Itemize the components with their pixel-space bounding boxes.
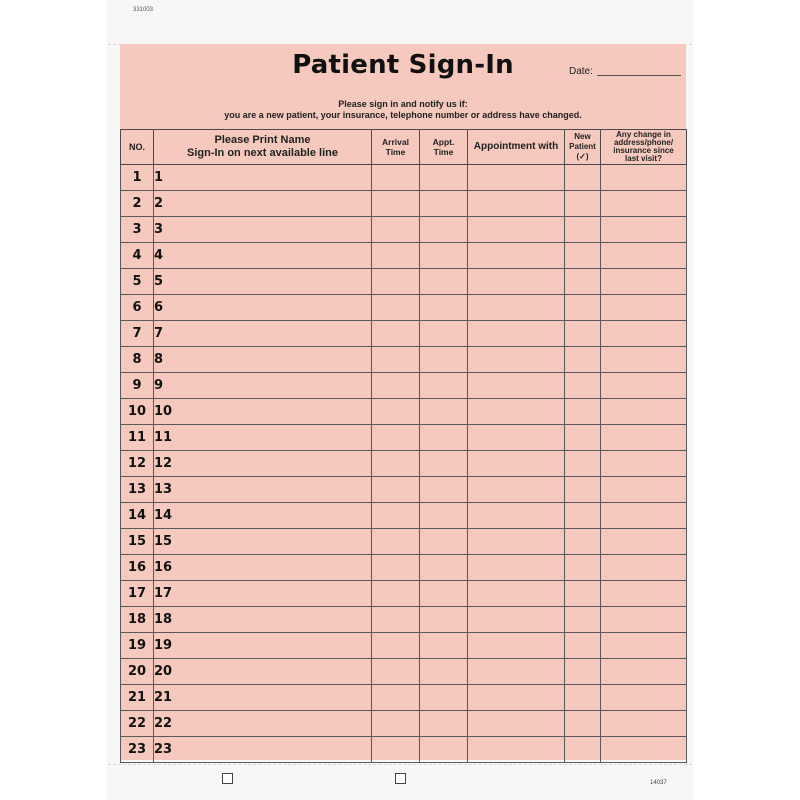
- new-patient-cell[interactable]: [565, 373, 601, 399]
- table-row: [121, 191, 687, 217]
- arrival-time-cell[interactable]: [372, 477, 420, 503]
- new-patient-cell[interactable]: [565, 347, 601, 373]
- name-cell[interactable]: 14: [154, 503, 372, 529]
- any-change-cell[interactable]: [601, 451, 687, 477]
- arrival-time-cell[interactable]: [372, 451, 420, 477]
- name-cell[interactable]: 16: [154, 555, 372, 581]
- row-number: 21: [121, 685, 154, 711]
- table-row: [121, 659, 687, 685]
- appt-time-cell[interactable]: [420, 737, 468, 763]
- date-field[interactable]: [597, 75, 681, 76]
- header-arrival-time: [372, 130, 420, 165]
- any-change-cell[interactable]: [601, 529, 687, 555]
- appt-time-cell[interactable]: [420, 399, 468, 425]
- appt-time-cell[interactable]: [420, 373, 468, 399]
- date-label: Date:: [569, 66, 593, 77]
- appt-time-cell[interactable]: [420, 581, 468, 607]
- appt-time-cell[interactable]: [420, 321, 468, 347]
- table-row: [121, 711, 687, 737]
- table-row: [121, 399, 687, 425]
- name-cell[interactable]: 4: [154, 243, 372, 269]
- new-patient-cell[interactable]: [565, 399, 601, 425]
- instructions-line-1: Please sign in and notify us if:: [338, 99, 468, 109]
- new-patient-cell[interactable]: [565, 555, 601, 581]
- new-patient-cell[interactable]: [565, 659, 601, 685]
- arrival-time-cell[interactable]: [372, 529, 420, 555]
- any-change-cell[interactable]: [601, 321, 687, 347]
- table-row: [121, 217, 687, 243]
- instructions-line-2: you are a new patient, your insurance, telephone number or address have changed.: [224, 110, 582, 120]
- row-number: 3: [121, 217, 154, 243]
- name-cell[interactable]: 23: [154, 737, 372, 763]
- appointment-with-cell[interactable]: [468, 451, 565, 477]
- arrival-time-cell[interactable]: [372, 191, 420, 217]
- table-row: [121, 529, 687, 555]
- row-number: 14: [121, 503, 154, 529]
- appt-time-cell[interactable]: [420, 165, 468, 191]
- table-row: [121, 555, 687, 581]
- table-row: [121, 633, 687, 659]
- new-patient-cell[interactable]: [565, 737, 601, 763]
- appt-time-cell[interactable]: [420, 243, 468, 269]
- header-appt-line-1: Appt.: [432, 137, 455, 147]
- arrival-time-cell[interactable]: [372, 633, 420, 659]
- new-patient-cell[interactable]: [565, 477, 601, 503]
- table-row: [121, 269, 687, 295]
- any-change-cell[interactable]: [601, 659, 687, 685]
- any-change-cell[interactable]: [601, 555, 687, 581]
- appointment-with-cell[interactable]: [468, 659, 565, 685]
- table-row: [121, 295, 687, 321]
- name-cell[interactable]: 6: [154, 295, 372, 321]
- arrival-time-cell[interactable]: [372, 659, 420, 685]
- any-change-cell[interactable]: [601, 607, 687, 633]
- row-number: 2: [121, 191, 154, 217]
- sheet-code: 331003: [133, 7, 154, 13]
- appointment-with-cell[interactable]: [468, 503, 565, 529]
- appt-time-cell[interactable]: [420, 711, 468, 737]
- name-cell[interactable]: 10: [154, 399, 372, 425]
- table-row: [121, 581, 687, 607]
- table-row: [121, 425, 687, 451]
- appointment-with-cell[interactable]: [468, 711, 565, 737]
- name-cell[interactable]: 9: [154, 373, 372, 399]
- table-row: [121, 373, 687, 399]
- arrival-time-cell[interactable]: [372, 243, 420, 269]
- new-patient-cell[interactable]: [565, 165, 601, 191]
- sign-in-form: [120, 44, 686, 760]
- any-change-cell[interactable]: [601, 633, 687, 659]
- footer-code: 14037: [650, 780, 667, 786]
- sign-in-table: [120, 129, 687, 763]
- arrival-time-cell[interactable]: [372, 399, 420, 425]
- name-cell[interactable]: 5: [154, 269, 372, 295]
- name-cell[interactable]: 11: [154, 425, 372, 451]
- name-cell[interactable]: 20: [154, 659, 372, 685]
- appointment-with-cell[interactable]: [468, 633, 565, 659]
- any-change-cell[interactable]: [601, 477, 687, 503]
- header-appt-line-2: Time: [433, 147, 454, 157]
- header-no: NO.: [121, 130, 154, 165]
- header-change-line-4: last visit?: [625, 154, 662, 163]
- new-patient-cell[interactable]: [565, 295, 601, 321]
- arrival-time-cell[interactable]: [372, 607, 420, 633]
- any-change-cell[interactable]: [601, 217, 687, 243]
- row-number: 18: [121, 607, 154, 633]
- appt-time-cell[interactable]: [420, 555, 468, 581]
- row-number: 8: [121, 347, 154, 373]
- any-change-cell[interactable]: [601, 685, 687, 711]
- name-cell[interactable]: 19: [154, 633, 372, 659]
- any-change-cell[interactable]: [601, 347, 687, 373]
- name-cell[interactable]: 3: [154, 217, 372, 243]
- name-cell[interactable]: 12: [154, 451, 372, 477]
- appointment-with-cell[interactable]: [468, 399, 565, 425]
- appointment-with-cell[interactable]: [468, 243, 565, 269]
- any-change-cell[interactable]: [601, 737, 687, 763]
- appointment-with-cell[interactable]: [468, 191, 565, 217]
- table-row: [121, 477, 687, 503]
- row-number: 16: [121, 555, 154, 581]
- new-patient-cell[interactable]: [565, 711, 601, 737]
- header-arrival-line-1: Arrival: [382, 137, 409, 147]
- appointment-with-cell[interactable]: [468, 321, 565, 347]
- header-arrival-line-2: Time: [385, 147, 406, 157]
- new-patient-cell[interactable]: [565, 191, 601, 217]
- header-name-line-1: Please Print Name: [214, 134, 311, 146]
- arrival-time-cell[interactable]: [372, 555, 420, 581]
- new-patient-cell[interactable]: [565, 633, 601, 659]
- appointment-with-cell[interactable]: [468, 737, 565, 763]
- row-number: 1: [121, 165, 154, 191]
- new-patient-cell[interactable]: [565, 217, 601, 243]
- arrival-time-cell[interactable]: [372, 165, 420, 191]
- row-number: 10: [121, 399, 154, 425]
- header-name-line-2: Sign-In on next available line: [187, 147, 338, 159]
- appt-time-cell[interactable]: [420, 685, 468, 711]
- arrival-time-cell[interactable]: [372, 581, 420, 607]
- new-patient-cell[interactable]: [565, 685, 601, 711]
- any-change-cell[interactable]: [601, 191, 687, 217]
- any-change-cell[interactable]: [601, 425, 687, 451]
- any-change-cell[interactable]: [601, 373, 687, 399]
- row-number: 4: [121, 243, 154, 269]
- row-number: 7: [121, 321, 154, 347]
- appt-time-cell[interactable]: [420, 217, 468, 243]
- appointment-with-cell[interactable]: [468, 685, 565, 711]
- appt-time-cell[interactable]: [420, 425, 468, 451]
- table-row: [121, 451, 687, 477]
- perforation-bottom: [108, 764, 692, 765]
- appointment-with-cell[interactable]: [468, 347, 565, 373]
- header-change-line-2: address/phone/: [613, 138, 674, 147]
- new-patient-cell[interactable]: [565, 243, 601, 269]
- arrival-time-cell[interactable]: [372, 295, 420, 321]
- name-cell[interactable]: 18: [154, 607, 372, 633]
- appt-time-cell[interactable]: [420, 503, 468, 529]
- new-patient-cell[interactable]: [565, 269, 601, 295]
- new-patient-cell[interactable]: [565, 581, 601, 607]
- name-cell[interactable]: 7: [154, 321, 372, 347]
- appt-time-cell[interactable]: [420, 529, 468, 555]
- arrival-time-cell[interactable]: [372, 347, 420, 373]
- arrival-time-cell[interactable]: [372, 373, 420, 399]
- any-change-cell[interactable]: [601, 269, 687, 295]
- appt-time-cell[interactable]: [420, 191, 468, 217]
- any-change-cell[interactable]: [601, 243, 687, 269]
- arrival-time-cell[interactable]: [372, 269, 420, 295]
- table-row: [121, 607, 687, 633]
- row-number: 20: [121, 659, 154, 685]
- table-row: [121, 737, 687, 763]
- new-patient-cell[interactable]: [565, 529, 601, 555]
- header-name: [154, 130, 372, 165]
- appointment-with-cell[interactable]: [468, 581, 565, 607]
- appointment-with-cell[interactable]: [468, 373, 565, 399]
- row-number: 15: [121, 529, 154, 555]
- appointment-with-cell[interactable]: [468, 607, 565, 633]
- header-new-patient: [565, 130, 601, 165]
- row-number: 23: [121, 737, 154, 763]
- table-row: [121, 243, 687, 269]
- table-row: [121, 165, 687, 191]
- any-change-cell[interactable]: [601, 503, 687, 529]
- any-change-cell[interactable]: [601, 581, 687, 607]
- appt-time-cell[interactable]: [420, 269, 468, 295]
- appt-time-cell[interactable]: [420, 295, 468, 321]
- appt-time-cell[interactable]: [420, 659, 468, 685]
- form-title: Patient Sign-In: [292, 50, 514, 80]
- table-header-row: [121, 130, 687, 165]
- row-number: 9: [121, 373, 154, 399]
- name-cell[interactable]: 15: [154, 529, 372, 555]
- arrival-time-cell[interactable]: [372, 711, 420, 737]
- new-patient-cell[interactable]: [565, 607, 601, 633]
- header-appointment-with: Appointment with: [468, 130, 565, 165]
- new-patient-cell[interactable]: [565, 503, 601, 529]
- appointment-with-cell[interactable]: [468, 425, 565, 451]
- appointment-with-cell[interactable]: [468, 295, 565, 321]
- instructions: [120, 99, 686, 121]
- name-cell[interactable]: 21: [154, 685, 372, 711]
- new-patient-cell[interactable]: [565, 451, 601, 477]
- appointment-with-cell[interactable]: [468, 529, 565, 555]
- appt-time-cell[interactable]: [420, 451, 468, 477]
- appt-time-cell[interactable]: [420, 477, 468, 503]
- header-new-line-3: (✓): [576, 152, 589, 161]
- appointment-with-cell[interactable]: [468, 269, 565, 295]
- arrival-time-cell[interactable]: [372, 685, 420, 711]
- any-change-cell[interactable]: [601, 711, 687, 737]
- row-number: 5: [121, 269, 154, 295]
- appointment-with-cell[interactable]: [468, 217, 565, 243]
- row-number: 11: [121, 425, 154, 451]
- tear-checkbox-right[interactable]: [395, 773, 406, 784]
- table-row: [121, 503, 687, 529]
- name-cell[interactable]: 22: [154, 711, 372, 737]
- arrival-time-cell[interactable]: [372, 217, 420, 243]
- new-patient-cell[interactable]: [565, 321, 601, 347]
- name-cell[interactable]: 8: [154, 347, 372, 373]
- appointment-with-cell[interactable]: [468, 477, 565, 503]
- row-number: 13: [121, 477, 154, 503]
- new-patient-cell[interactable]: [565, 425, 601, 451]
- row-number: 12: [121, 451, 154, 477]
- arrival-time-cell[interactable]: [372, 425, 420, 451]
- header-any-change: [601, 130, 687, 165]
- table-row: [121, 685, 687, 711]
- header-change-line-3: insurance since: [613, 146, 674, 155]
- row-number: 19: [121, 633, 154, 659]
- header-new-line-1: New: [574, 132, 591, 141]
- appt-time-cell[interactable]: [420, 633, 468, 659]
- arrival-time-cell[interactable]: [372, 321, 420, 347]
- tear-checkbox-left[interactable]: [222, 773, 233, 784]
- name-cell[interactable]: 17: [154, 581, 372, 607]
- appointment-with-cell[interactable]: [468, 165, 565, 191]
- any-change-cell[interactable]: [601, 399, 687, 425]
- name-cell[interactable]: 13: [154, 477, 372, 503]
- appointment-with-cell[interactable]: [468, 555, 565, 581]
- header-appt-time: [420, 130, 468, 165]
- header-change-line-1: Any change in: [616, 130, 671, 139]
- table-row: [121, 321, 687, 347]
- header-new-line-2: Patient: [569, 142, 596, 151]
- arrival-time-cell[interactable]: [372, 737, 420, 763]
- any-change-cell[interactable]: [601, 295, 687, 321]
- appt-time-cell[interactable]: [420, 347, 468, 373]
- any-change-cell[interactable]: [601, 165, 687, 191]
- row-number: 22: [121, 711, 154, 737]
- appt-time-cell[interactable]: [420, 607, 468, 633]
- name-cell[interactable]: 2: [154, 191, 372, 217]
- arrival-time-cell[interactable]: [372, 503, 420, 529]
- row-number: 6: [121, 295, 154, 321]
- row-number: 17: [121, 581, 154, 607]
- table-row: [121, 347, 687, 373]
- name-cell[interactable]: 1: [154, 165, 372, 191]
